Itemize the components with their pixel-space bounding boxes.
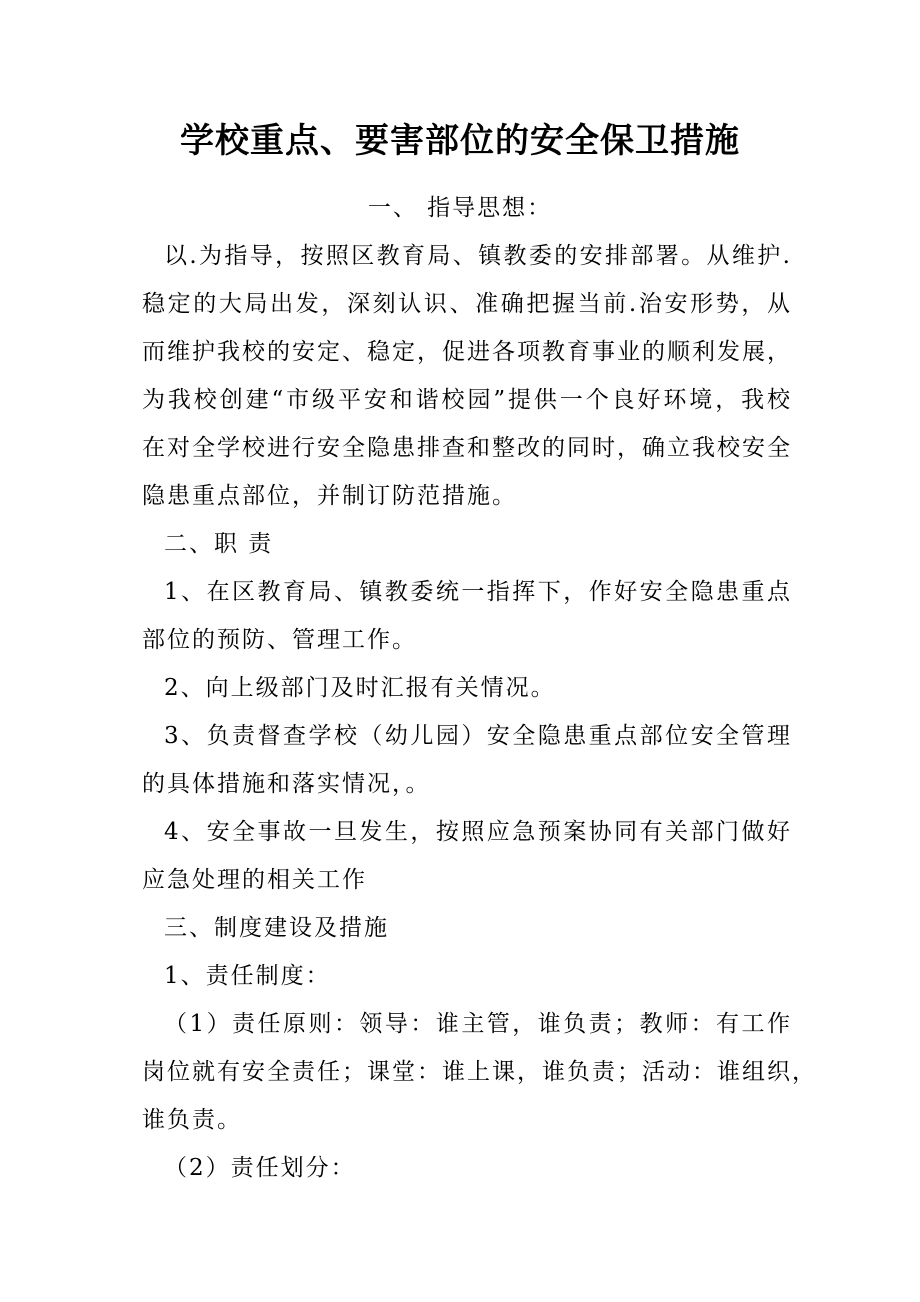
paragraph-line: 在对全学校进行安全隐患排查和整改的同时，确立我校安全	[142, 435, 792, 461]
measure-sub-item-2: （2）责任划分：	[164, 1155, 356, 1181]
duty-item-1: 1、在区教育局、镇教委统一指挥下，作好安全隐患重点	[164, 579, 792, 605]
paragraph-line: 隐患重点部位，并制订防范措施。	[142, 483, 517, 509]
paragraph-line: 以.为指导，按照区教育局、镇教委的安排部署。从维护.	[164, 243, 792, 269]
duty-item-1-cont: 部位的预防、管理工作。	[142, 627, 417, 653]
section-heading-duties: 二、职 责	[164, 531, 274, 557]
duty-item-4-cont: 应急处理的相关工作	[142, 867, 367, 893]
duty-item-3: 3、负责督查学校（幼儿园）安全隐患重点部位安全管理	[164, 723, 792, 749]
duty-item-3-cont: 的具体措施和落实情况，。	[142, 771, 431, 797]
paragraph-line: 稳定的大局出发，深刻认识、准确把握当前.治安形势，从	[142, 291, 792, 317]
duty-item-4: 4、安全事故一旦发生，按照应急预案协同有关部门做好	[164, 819, 792, 845]
section-heading-system-measures: 三、制度建设及措施	[164, 915, 389, 941]
paragraph-line: 而维护我校的安定、稳定，促进各项教育事业的顺利发展，	[142, 339, 792, 365]
paragraph-line: 为我校创建“市级平安和谐校园”提供一个良好环境，我校	[142, 387, 792, 413]
document-title: 学校重点、要害部位的安全保卫措施	[180, 121, 740, 161]
measure-item-1: 1、责任制度：	[164, 963, 331, 989]
duty-item-2: 2、向上级部门及时汇报有关情况。	[164, 675, 556, 701]
measure-sub-item-1-cont: 岗位就有安全责任；课堂：谁上课，谁负责；活动：谁组织，	[142, 1059, 817, 1085]
section-heading-guiding-ideology: 一、 指导思想：	[367, 195, 553, 221]
measure-sub-item-1: （1）责任原则：领导：谁主管，谁负责；教师：有工作	[164, 1011, 792, 1037]
measure-sub-item-1-cont: 谁负责。	[142, 1107, 242, 1133]
